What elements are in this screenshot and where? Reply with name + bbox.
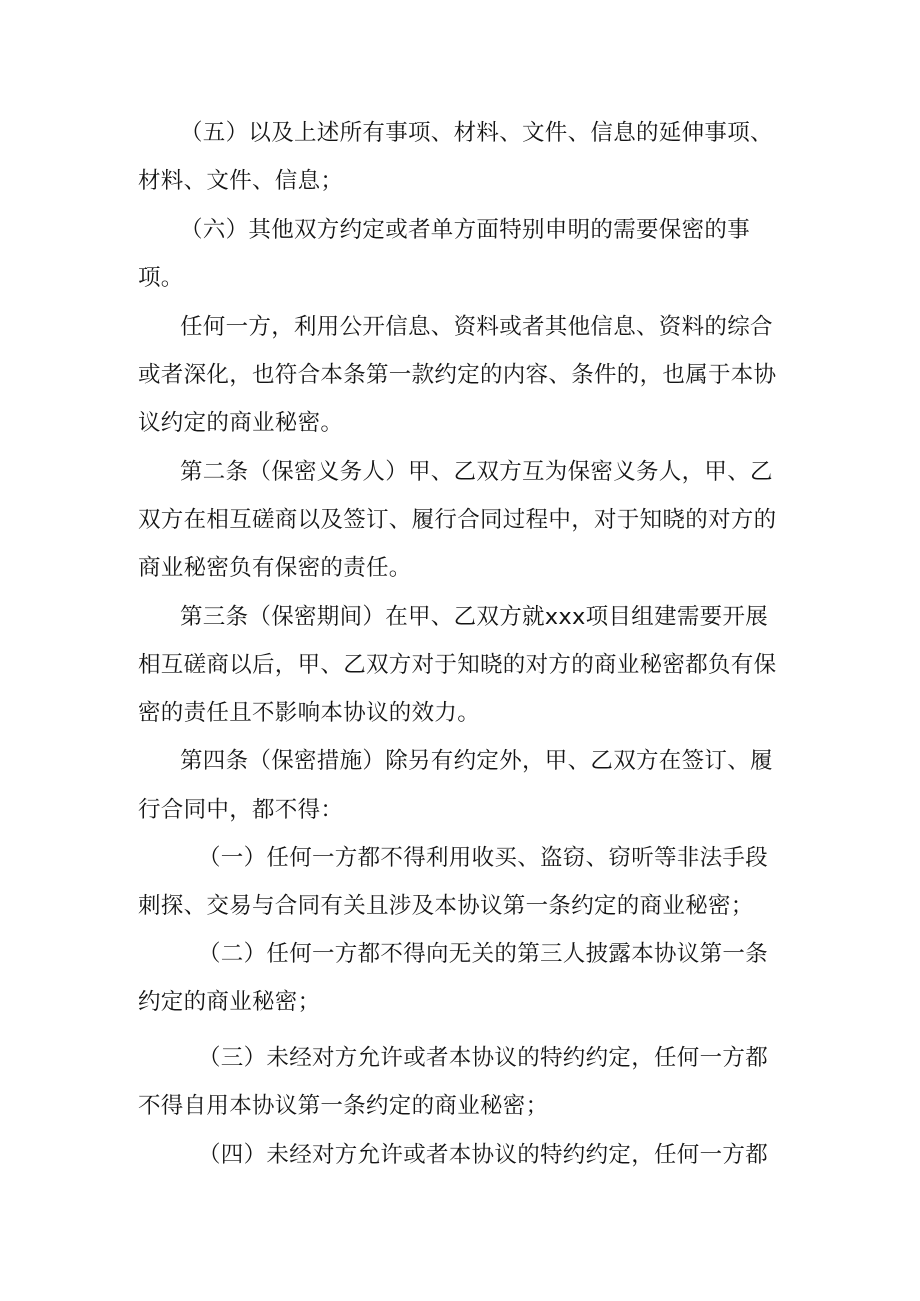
text-line: （四）未经对方允许或者本协议的特约约定，任何一方都	[198, 1142, 769, 1168]
text-line: 第三条（保密期间）在甲、乙双方就xxx项目组建需要开展	[180, 604, 769, 630]
text-line: 相互磋商以后，甲、乙双方对于知晓的对方的商业秘密都负有保	[138, 652, 777, 678]
text-line: （五）以及上述所有事项、材料、文件、信息的延伸事项、	[180, 120, 773, 146]
text-line: （二）任何一方都不得向无关的第三人披露本协议第一条	[198, 941, 769, 967]
text-line: （一）任何一方都不得利用收买、盗窃、窃听等非法手段	[198, 845, 769, 871]
text-line: 第二条（保密义务人）甲、乙双方互为保密义务人，甲、乙	[180, 459, 773, 485]
text-line: 行合同中，都不得：	[138, 797, 344, 823]
text-line: 材料、文件、信息；	[138, 168, 344, 194]
text-line: 项。	[138, 265, 184, 291]
text-line: 密的责任且不影响本协议的效力。	[138, 700, 481, 726]
text-line: （三）未经对方允许或者本协议的特约约定，任何一方都	[198, 1045, 769, 1071]
text-line: 议约定的商业秘密。	[138, 410, 344, 436]
text-line: 约定的商业秘密；	[138, 989, 321, 1015]
text-line: 不得自用本协议第一条约定的商业秘密；	[138, 1093, 549, 1119]
text-line: 刺探、交易与合同有关且涉及本协议第一条约定的商业秘密；	[138, 893, 754, 919]
text-line: 双方在相互磋商以及签订、履行合同过程中，对于知晓的对方的	[138, 507, 777, 533]
text-line: 或者深化，也符合本条第一款约定的内容、条件的，也属于本协	[138, 362, 777, 388]
text-line: 任何一方，利用公开信息、资料或者其他信息、资料的综合	[180, 314, 773, 340]
text-line: 第四条（保密措施）除另有约定外，甲、乙双方在签订、履	[180, 748, 773, 774]
text-line: 商业秘密负有保密的责任。	[138, 555, 412, 581]
text-line: （六）其他双方约定或者单方面特别申明的需要保密的事	[180, 217, 751, 243]
